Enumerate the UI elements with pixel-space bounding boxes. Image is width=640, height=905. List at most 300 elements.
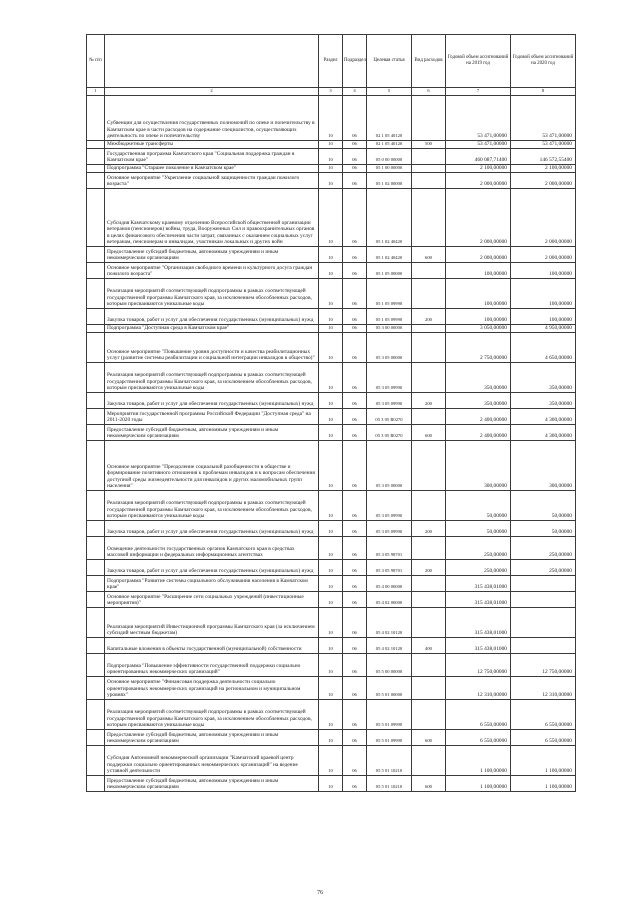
table-row (87, 730, 576, 746)
number-cell (87, 96, 105, 141)
podrazdel-cell: 06 (343, 700, 367, 730)
podrazdel-cell: 06 (343, 592, 367, 608)
amount-2020-cell: 2 100,00000 (511, 165, 576, 173)
podrazdel-cell: 06 (343, 96, 367, 141)
target-article-cell: 05 4 02 10120 (367, 608, 412, 638)
table-row (87, 263, 576, 279)
target-article-cell: 05 1 02 40420 (367, 189, 412, 247)
target-article-cell: 05 4 02 10120 (367, 638, 412, 654)
name-cell: Реализация мероприятий соответствующей подпрограммы в рамках соответствующей государственной программы Камчатского края, за исключением обособленных расходов, которым присваиваются уникальные коды (105, 491, 319, 521)
target-article-cell: 05 3 00 00000 (367, 325, 412, 333)
name-cell: Реализация мероприятий соответствующей подпрограммы в рамках соответствующей государственной программы Камчатского края, за исключением обособленных расходов, которым присваиваются уникальные коды (105, 700, 319, 730)
amount-2019-cell: 315 438,01000 (446, 576, 511, 592)
expense-type-cell (412, 173, 446, 189)
number-cell (87, 576, 105, 592)
amount-2019-cell: 315 438,01000 (446, 592, 511, 608)
expense-type-cell (412, 409, 446, 425)
table-row (87, 576, 576, 592)
column-number: 3 (319, 88, 343, 96)
amount-2020-cell: 250,00000 (511, 560, 576, 576)
amount-2019-cell: 350,00000 (446, 363, 511, 393)
amount-2019-cell: 100,00000 (446, 309, 511, 325)
name-cell: Реализация мероприятий соответствующей подпрограммы в рамках соответствующей государственной программы Камчатского края, за исключением обособленных расходов, которым присваиваются уникальные коды (105, 363, 319, 393)
podrazdel-cell: 06 (343, 189, 367, 247)
amount-2020-cell: 300,00000 (511, 441, 576, 491)
name-cell: Подпрограмма "Доступная среда в Камчатском крае" (105, 325, 319, 333)
amount-2019-cell: 2 000,00000 (446, 247, 511, 263)
expense-type-cell (412, 576, 446, 592)
table-row (87, 189, 576, 247)
number-cell (87, 608, 105, 638)
amount-2020-cell: 146 572,55400 (511, 149, 576, 165)
table-row (87, 441, 576, 491)
table-body (87, 96, 576, 792)
podrazdel-cell: 06 (343, 537, 367, 560)
razdel-cell: 10 (319, 141, 343, 149)
amount-2019-cell: 2 750,00000 (446, 333, 511, 363)
column-number: 2 (105, 88, 319, 96)
table-row (87, 149, 576, 165)
podrazdel-cell: 06 (343, 333, 367, 363)
expense-type-cell (412, 263, 446, 279)
col-header-expense-type: Вид расходов (412, 35, 446, 88)
expense-type-cell (412, 608, 446, 638)
podrazdel-cell: 06 (343, 608, 367, 638)
podrazdel-cell: 06 (343, 677, 367, 700)
expense-type-cell (412, 654, 446, 677)
target-article-cell: 05 3 05 R0270 (367, 409, 412, 425)
amount-2020-cell: 2 000,00000 (511, 173, 576, 189)
razdel-cell: 10 (319, 491, 343, 521)
amount-2019-cell: 2 400,00000 (446, 425, 511, 441)
name-cell: Закупка товаров, работ и услуг для обеспечения государственных (муниципальных) нужд (105, 521, 319, 537)
name-cell: Государственная программа Камчатского края "Социальная поддержка граждан в Камчатском крае" (105, 149, 319, 165)
col-header-2020: Годовой объем ассигнований на 2020 год (511, 35, 576, 88)
table-row (87, 654, 576, 677)
table-row (87, 425, 576, 441)
podrazdel-cell: 06 (343, 576, 367, 592)
number-cell (87, 491, 105, 521)
amount-2019-cell: 53 471,00000 (446, 141, 511, 149)
podrazdel-cell: 06 (343, 654, 367, 677)
table-row (87, 247, 576, 263)
razdel-cell: 10 (319, 521, 343, 537)
razdel-cell: 10 (319, 363, 343, 393)
expense-type-cell: 500 (412, 141, 446, 149)
name-cell: Закупка товаров, работ и услуг для обеспечения государственных (муниципальных) нужд (105, 560, 319, 576)
podrazdel-cell: 06 (343, 173, 367, 189)
number-cell (87, 309, 105, 325)
table-row (87, 409, 576, 425)
razdel-cell: 10 (319, 189, 343, 247)
name-cell: Мероприятия государственной программы Российской Федерации "Доступная среда" на 2011-2020 годы (105, 409, 319, 425)
number-cell (87, 165, 105, 173)
expense-type-cell (412, 149, 446, 165)
budget-table-page (86, 34, 575, 792)
table-row (87, 592, 576, 608)
podrazdel-cell: 06 (343, 165, 367, 173)
target-article-cell: 05 3 05 09990 (367, 363, 412, 393)
number-cell (87, 592, 105, 608)
number-cell (87, 393, 105, 409)
name-cell: Основное мероприятие "Укрепление социальной защищенности граждан пожилого возраста" (105, 173, 319, 189)
expense-type-cell (412, 700, 446, 730)
razdel-cell: 10 (319, 393, 343, 409)
table-row (87, 491, 576, 521)
expense-type-cell: 200 (412, 560, 446, 576)
razdel-cell: 10 (319, 654, 343, 677)
expense-type-cell: 200 (412, 309, 446, 325)
razdel-cell: 10 (319, 537, 343, 560)
target-article-cell: 05 1 02 40420 (367, 247, 412, 263)
name-cell: Закупка товаров, работ и услуг для обеспечения государственных (муниципальных) нужд (105, 393, 319, 409)
number-cell (87, 173, 105, 189)
amount-2020-cell: 6 550,00000 (511, 730, 576, 746)
podrazdel-cell: 06 (343, 638, 367, 654)
amount-2020-cell: 250,00000 (511, 537, 576, 560)
amount-2020-cell: 12 750,00000 (511, 654, 576, 677)
name-cell: Реализация мероприятий соответствующей подпрограммы в рамках соответствующей государственной программы Камчатского края, за исключением обособленных расходов, которым присваиваются уникальные коды (105, 279, 319, 309)
razdel-cell: 10 (319, 149, 343, 165)
table-row (87, 776, 576, 792)
name-cell: Основное мероприятие "Финансовая поддержка деятельности социально ориентированных некоммерческих организаций на региональном и муниципальном уровнях" (105, 677, 319, 700)
number-cell (87, 441, 105, 491)
amount-2019-cell: 1 100,00000 (446, 776, 511, 792)
table-header-row (87, 35, 576, 88)
target-article-cell: 05 5 01 00000 (367, 677, 412, 700)
razdel-cell: 10 (319, 263, 343, 279)
amount-2019-cell: 3 050,00000 (446, 325, 511, 333)
name-cell: Предоставление субсидий бюджетным, автономным учреждениям и иным некоммерческим организациям (105, 730, 319, 746)
table-row (87, 325, 576, 333)
number-cell (87, 325, 105, 333)
amount-2019-cell: 250,00000 (446, 560, 511, 576)
amount-2020-cell: 2 000,00000 (511, 189, 576, 247)
table-row (87, 96, 576, 141)
razdel-cell: 10 (319, 279, 343, 309)
amount-2019-cell: 315 438,01000 (446, 608, 511, 638)
target-article-cell: 05 1 05 00000 (367, 263, 412, 279)
amount-2019-cell: 350,00000 (446, 393, 511, 409)
number-cell (87, 730, 105, 746)
expense-type-cell: 600 (412, 776, 446, 792)
number-cell (87, 263, 105, 279)
amount-2020-cell: 53 471,00000 (511, 141, 576, 149)
podrazdel-cell: 06 (343, 409, 367, 425)
expense-type-cell (412, 592, 446, 608)
number-cell (87, 746, 105, 776)
expense-type-cell (412, 189, 446, 247)
name-cell: Подпрограмма "Старшее поколение в Камчатском крае" (105, 165, 319, 173)
col-header-razdel: Раздел (319, 35, 343, 88)
expense-type-cell (412, 325, 446, 333)
target-article-cell: 05 3 05 09990 (367, 393, 412, 409)
target-article-cell: 05 3 05 09990 (367, 521, 412, 537)
razdel-cell: 10 (319, 409, 343, 425)
table-row (87, 746, 576, 776)
amount-2020-cell: 12 310,00000 (511, 677, 576, 700)
table-row (87, 560, 576, 576)
target-article-cell: 05 4 00 00000 (367, 576, 412, 592)
column-number: 5 (367, 88, 412, 96)
number-cell (87, 279, 105, 309)
budget-table (86, 34, 576, 792)
expense-type-cell: 200 (412, 393, 446, 409)
expense-type-cell: 400 (412, 638, 446, 654)
name-cell: Подпрограмма "Повышение эффективности государственной поддержки социально ориентированных некоммерческих организаций" (105, 654, 319, 677)
number-cell (87, 677, 105, 700)
expense-type-cell (412, 279, 446, 309)
podrazdel-cell: 06 (343, 491, 367, 521)
target-article-cell: 05 3 05 09990 (367, 491, 412, 521)
expense-type-cell (412, 165, 446, 173)
podrazdel-cell: 06 (343, 746, 367, 776)
amount-2020-cell: 50,00000 (511, 491, 576, 521)
name-cell: Предоставление субсидий бюджетным, автономным учреждениям и иным некоммерческим организациям (105, 247, 319, 263)
podrazdel-cell: 06 (343, 263, 367, 279)
amount-2020-cell (511, 638, 576, 654)
col-header-name (105, 35, 319, 88)
target-article-cell: 05 3 05 98701 (367, 560, 412, 576)
table-row (87, 279, 576, 309)
target-article-cell: 02 1 05 40120 (367, 96, 412, 141)
razdel-cell: 10 (319, 96, 343, 141)
table-row (87, 309, 576, 325)
column-number: 1 (87, 88, 105, 96)
razdel-cell: 10 (319, 333, 343, 363)
amount-2019-cell: 50,00000 (446, 491, 511, 521)
name-cell: Межбюджетные трансферты (105, 141, 319, 149)
target-article-cell: 05 5 01 09990 (367, 700, 412, 730)
razdel-cell: 10 (319, 173, 343, 189)
expense-type-cell (412, 363, 446, 393)
target-article-cell: 05 3 05 R0270 (367, 425, 412, 441)
page-number: 76 (317, 890, 323, 896)
name-cell: Субсидия Камчатскому краевому отделению Всероссийской общественной организации ветеранов (пенсионеров) войны, труда, Вооруженных Сил и правоохранительных органов в целях финансового обеспечения части затрат, связанных с оказанием социальных услуг ветеранам, пенсионерам и инвалидам, участникам локальных и других войн (105, 189, 319, 247)
amount-2020-cell: 100,00000 (511, 263, 576, 279)
podrazdel-cell: 06 (343, 141, 367, 149)
expense-type-cell: 600 (412, 247, 446, 263)
table-row (87, 363, 576, 393)
table-row (87, 638, 576, 654)
target-article-cell: 05 3 05 00000 (367, 333, 412, 363)
number-cell (87, 700, 105, 730)
amount-2019-cell: 100,00000 (446, 279, 511, 309)
razdel-cell: 10 (319, 309, 343, 325)
column-number: 7 (446, 88, 511, 96)
expense-type-cell: 200 (412, 521, 446, 537)
target-article-cell: 02 1 05 40120 (367, 141, 412, 149)
target-article-cell: 05 1 05 09990 (367, 309, 412, 325)
target-article-cell: 05 1 02 00000 (367, 173, 412, 189)
amount-2019-cell: 2 000,00000 (446, 173, 511, 189)
number-cell (87, 189, 105, 247)
column-number: 4 (343, 88, 367, 96)
column-number: 8 (511, 88, 576, 96)
expense-type-cell (412, 491, 446, 521)
col-header-number: № п/п (87, 35, 105, 88)
number-cell (87, 141, 105, 149)
table-row (87, 521, 576, 537)
amount-2019-cell: 53 471,00000 (446, 96, 511, 141)
amount-2019-cell: 12 310,00000 (446, 677, 511, 700)
amount-2020-cell (511, 608, 576, 638)
table-row (87, 173, 576, 189)
razdel-cell: 10 (319, 576, 343, 592)
amount-2019-cell: 460 087,71400 (446, 149, 511, 165)
name-cell: Предоставление субсидий бюджетным, автономным учреждениям и иным некоммерческим организациям (105, 425, 319, 441)
amount-2020-cell: 4 300,00000 (511, 425, 576, 441)
podrazdel-cell: 06 (343, 363, 367, 393)
amount-2020-cell: 100,00000 (511, 309, 576, 325)
amount-2020-cell: 50,00000 (511, 521, 576, 537)
name-cell: Реализация мероприятий Инвестиционной программы Камчатского края (за исключением субсидий местным бюджетам) (105, 608, 319, 638)
column-number: 6 (412, 88, 446, 96)
razdel-cell: 10 (319, 165, 343, 173)
target-article-cell: 05 0 00 00000 (367, 149, 412, 165)
target-article-cell: 05 3 05 00000 (367, 441, 412, 491)
amount-2020-cell: 4 950,00000 (511, 325, 576, 333)
number-cell (87, 654, 105, 677)
amount-2019-cell: 50,00000 (446, 521, 511, 537)
table-row (87, 537, 576, 560)
table-row (87, 677, 576, 700)
target-article-cell: 05 5 01 10210 (367, 746, 412, 776)
target-article-cell: 05 5 01 09990 (367, 730, 412, 746)
amount-2019-cell: 12 750,00000 (446, 654, 511, 677)
amount-2020-cell (511, 592, 576, 608)
amount-2020-cell: 1 100,00000 (511, 776, 576, 792)
podrazdel-cell: 06 (343, 730, 367, 746)
name-cell: Подпрограмма "Развитие системы социального обслуживания населения в Камчатском крае" (105, 576, 319, 592)
col-header-target-article: Целевая статья (367, 35, 412, 88)
podrazdel-cell: 06 (343, 560, 367, 576)
expense-type-cell (412, 537, 446, 560)
table-row (87, 165, 576, 173)
expense-type-cell: 600 (412, 730, 446, 746)
amount-2019-cell: 100,00000 (446, 263, 511, 279)
amount-2020-cell: 350,00000 (511, 393, 576, 409)
podrazdel-cell: 06 (343, 776, 367, 792)
amount-2020-cell: 350,00000 (511, 363, 576, 393)
amount-2020-cell: 6 550,00000 (511, 700, 576, 730)
number-cell (87, 537, 105, 560)
target-article-cell: 05 1 00 00000 (367, 165, 412, 173)
target-article-cell: 05 1 05 09990 (367, 279, 412, 309)
table-row (87, 141, 576, 149)
expense-type-cell (412, 96, 446, 141)
number-cell (87, 521, 105, 537)
name-cell: Закупка товаров, работ и услуг для обеспечения государственных (муниципальных) нужд (105, 309, 319, 325)
number-cell (87, 409, 105, 425)
target-article-cell: 05 3 05 98701 (367, 537, 412, 560)
podrazdel-cell: 06 (343, 325, 367, 333)
podrazdel-cell: 06 (343, 279, 367, 309)
podrazdel-cell: 06 (343, 309, 367, 325)
razdel-cell: 10 (319, 638, 343, 654)
number-cell (87, 776, 105, 792)
expense-type-cell (412, 746, 446, 776)
col-header-2019: Годовой объем ассигнований на 2019 год (446, 35, 511, 88)
amount-2020-cell: 4 650,00000 (511, 333, 576, 363)
razdel-cell: 10 (319, 730, 343, 746)
target-article-cell: 05 5 00 00000 (367, 654, 412, 677)
amount-2019-cell: 315 438,01000 (446, 638, 511, 654)
podrazdel-cell: 06 (343, 521, 367, 537)
name-cell: Основное мероприятие "Организация свободного времени и культурного досуга граждан пожилого возраста" (105, 263, 319, 279)
column-number-row (87, 88, 576, 96)
razdel-cell: 10 (319, 608, 343, 638)
podrazdel-cell: 06 (343, 393, 367, 409)
name-cell: Субсидия Автономной некоммерческой организации "Камчатский краевой центр поддержки социально ориентированных некоммерческих организаций" на ведение уставной деятельности (105, 746, 319, 776)
razdel-cell: 10 (319, 700, 343, 730)
col-header-podrazdel: Подраздел (343, 35, 367, 88)
podrazdel-cell: 06 (343, 441, 367, 491)
target-article-cell: 05 4 02 00000 (367, 592, 412, 608)
razdel-cell: 10 (319, 560, 343, 576)
expense-type-cell: 600 (412, 425, 446, 441)
amount-2019-cell: 250,00000 (446, 537, 511, 560)
amount-2020-cell: 4 300,00000 (511, 409, 576, 425)
number-cell (87, 247, 105, 263)
amount-2020-cell: 53 471,00000 (511, 96, 576, 141)
razdel-cell: 10 (319, 677, 343, 700)
podrazdel-cell: 06 (343, 247, 367, 263)
amount-2020-cell: 1 100,00000 (511, 746, 576, 776)
number-cell (87, 363, 105, 393)
podrazdel-cell: 06 (343, 425, 367, 441)
razdel-cell: 10 (319, 441, 343, 491)
amount-2019-cell: 6 550,00000 (446, 700, 511, 730)
target-article-cell: 05 5 01 10210 (367, 776, 412, 792)
amount-2019-cell: 300,00000 (446, 441, 511, 491)
amount-2019-cell: 1 100,00000 (446, 746, 511, 776)
name-cell: Основное мероприятие "Расширение сети социальных учреждений (инвестиционные мероприятия)" (105, 592, 319, 608)
name-cell: Предоставление субсидий бюджетным, автономным учреждениям и иным некоммерческим организациям (105, 776, 319, 792)
expense-type-cell (412, 441, 446, 491)
name-cell: Субвенции для осуществления государственных полномочий по опеке и попечительству в Камчатском крае в части расходов на содержание специалистов, осуществляющих деятельность по опеке и попечительству (105, 96, 319, 141)
amount-2019-cell: 2 100,00000 (446, 165, 511, 173)
number-cell (87, 333, 105, 363)
razdel-cell: 10 (319, 746, 343, 776)
table-row (87, 333, 576, 363)
amount-2020-cell: 2 000,00000 (511, 247, 576, 263)
table-row (87, 608, 576, 638)
number-cell (87, 425, 105, 441)
number-cell (87, 149, 105, 165)
amount-2019-cell: 6 550,00000 (446, 730, 511, 746)
razdel-cell: 10 (319, 325, 343, 333)
razdel-cell: 10 (319, 247, 343, 263)
amount-2020-cell: 100,00000 (511, 279, 576, 309)
name-cell: Капитальные вложения в объекты государственной (муниципальной) собственности (105, 638, 319, 654)
number-cell (87, 560, 105, 576)
amount-2019-cell: 2 000,00000 (446, 189, 511, 247)
expense-type-cell (412, 677, 446, 700)
table-row (87, 393, 576, 409)
name-cell: Освещение деятельности государственных органов Камчатского края в средствах массовой информации и федеральных информационных агентствах (105, 537, 319, 560)
razdel-cell: 10 (319, 592, 343, 608)
razdel-cell: 10 (319, 776, 343, 792)
razdel-cell: 10 (319, 425, 343, 441)
expense-type-cell (412, 333, 446, 363)
amount-2020-cell (511, 576, 576, 592)
podrazdel-cell: 06 (343, 149, 367, 165)
amount-2019-cell: 2 400,00000 (446, 409, 511, 425)
name-cell: Основное мероприятие "Преодоление социальной разобщенности в обществе и формирование позитивного отношения к проблемам инвалидов и к вопросам обеспечения доступной среды жизнедеятельности для инвалидов и других маломобильных групп населения" (105, 441, 319, 491)
name-cell: Основное мероприятие "Повышение уровня доступности и качества реабилитационных услуг (развитие системы реабилитации и социальной интеграции инвалидов в общество)" (105, 333, 319, 363)
table-row (87, 700, 576, 730)
